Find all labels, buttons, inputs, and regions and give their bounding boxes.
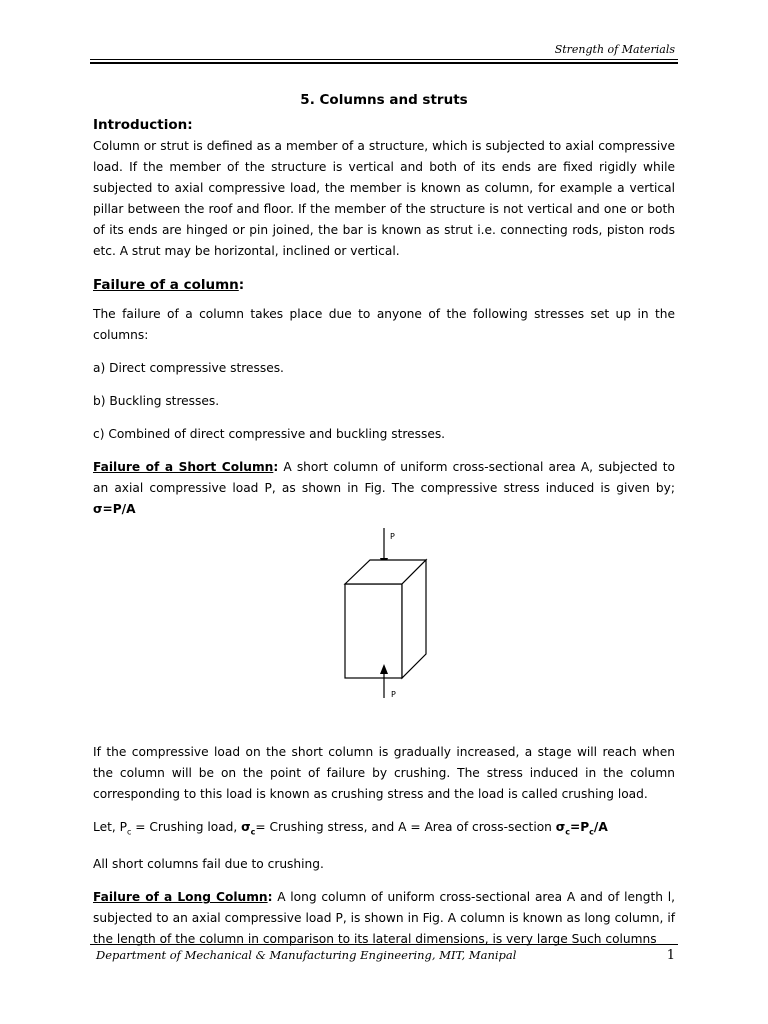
heading-colon: :	[238, 277, 245, 293]
failure-item-b: b) Buckling stresses.	[93, 394, 220, 408]
introduction-paragraph: Column or strut is defined as a member of a structure, which is subjected to axial compressive load. If the member of the structure is vertical and both of its ends are fixed rigidly while subjected to axial compressive load, the member is known as column, for example a vertical pillar between the roof and floor. If the member of the structure is not vertical and one or both of its ends are hinged or pin joined, the bar is known as strut i.e. connecting rods, piston rods etc. A strut may be horizontal, inclined or vertical.	[93, 139, 675, 258]
let-mid1: = Crushing load,	[131, 820, 242, 834]
subscript: c	[126, 827, 132, 837]
footer-rule	[90, 944, 678, 945]
sigma: σ	[241, 820, 251, 834]
let-mid2: = Crushing stress, and A = Area of cross-section	[255, 820, 556, 834]
short-column-text: A short column of uniform cross-sectional area A, subjected to an axial compressive load P, as shown in Fig. The compressive stress induced is given by;	[93, 460, 675, 495]
heading-colon: :	[273, 460, 279, 474]
page-number: 1	[666, 948, 675, 963]
header-rule-thick	[90, 62, 678, 64]
short-column-paragraph	[93, 457, 675, 520]
failure-column-heading	[93, 274, 675, 296]
failure-column-heading-text: Failure of a column	[93, 277, 239, 293]
long-column-paragraph	[93, 887, 675, 950]
formula-part: /A	[593, 820, 608, 834]
introduction-heading: Introduction:	[93, 117, 193, 133]
failure-item-c: c) Combined of direct compressive and buckling stresses.	[93, 427, 446, 441]
short-column-heading: Failure of a Short Column	[93, 460, 274, 474]
header-title: Strength of Materials	[554, 43, 675, 56]
crushing-formula	[555, 820, 608, 837]
long-column-text: A long column of uniform cross-sectional area A and of length l, subjected to an axial compressive load P, is shown in Fig. A column is known as long column, if the length of the column in comparison to its lateral dimensions, is very large Such columns	[93, 890, 675, 947]
footer-department: Department of Mechanical & Manufacturing Engineering, MIT, Manipal	[96, 948, 517, 962]
long-column-heading: Failure of a Long Column	[93, 890, 268, 905]
subscript: c	[589, 827, 594, 837]
formula-part: =P	[570, 820, 590, 834]
let-line	[93, 817, 675, 842]
crushing-paragraph: If the compressive load on the short column is gradually increased, a stage will reach when the column will be on the point of failure by crushing. The stress induced in the column corresponding to this load is known as crushing stress and the load is called crushing load.	[93, 745, 675, 801]
short-column-diagram	[93, 526, 675, 708]
subscript: c	[250, 827, 256, 837]
header-rule	[90, 59, 678, 60]
let-prefix: Let, P	[93, 820, 127, 834]
figure-label-top: P	[390, 532, 395, 541]
block-front-face	[345, 584, 402, 678]
figure-label-bottom: P	[391, 690, 396, 699]
heading-colon: :	[267, 890, 273, 905]
short-column-formula: σ=P/A	[93, 502, 136, 516]
failure-column-intro: The failure of a column takes place due to anyone of the following stresses set up in the columns:	[93, 307, 675, 342]
chapter-title: 5. Columns and struts	[300, 92, 468, 108]
short-column-figure	[93, 526, 675, 708]
failure-item-a: a) Direct compressive stresses.	[93, 361, 284, 375]
subscript: c	[565, 827, 571, 837]
all-short-columns-line: All short columns fail due to crushing.	[93, 857, 324, 872]
formula-part: σ	[555, 820, 566, 834]
page-content	[93, 88, 675, 950]
